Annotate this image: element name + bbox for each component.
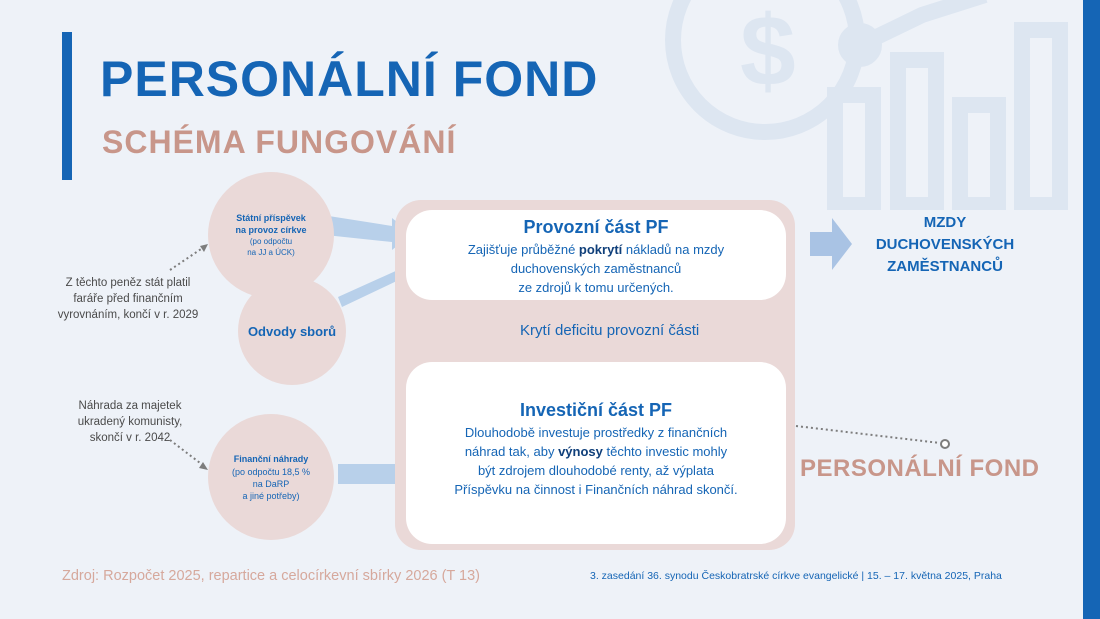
fund-label-pointer-dot xyxy=(941,440,949,448)
mzdy-line2: DUCHOVENSKÝCH xyxy=(875,236,1015,253)
investicni-line1: Dlouhodobě investuje prostředky z finančních xyxy=(464,425,728,440)
investicni-line3: být zdrojem dlouhodobé renty, až výplata xyxy=(477,463,715,478)
investicni-title: Investiční část PF xyxy=(519,400,673,420)
output-mzdy-label xyxy=(850,212,1040,278)
state-note-line1: (po odpočtu xyxy=(249,237,293,246)
nahrady-note-line2: na DaRP xyxy=(252,478,290,489)
note-state-line3: vyrovnáním, končí v r. 2029 xyxy=(57,309,199,321)
kryti-deficitu-label: Krytí deficitu provozní části xyxy=(520,322,700,339)
provozni-line1: Zajišťuje průběžné pokrytí nákladů na mzdy xyxy=(467,242,725,257)
note-nahrady-line2: ukradený komunisty, xyxy=(77,416,183,428)
page-subtitle: SCHÉMA FUNGOVÁNÍ xyxy=(102,124,457,160)
investicni-bold-word: výnosy xyxy=(558,444,603,459)
state-title-line2: na provoz církve xyxy=(235,225,307,235)
dotted-fund-label xyxy=(796,426,940,443)
note-state-contribution xyxy=(40,275,216,323)
provozni-line3: ze zdrojů k tomu určených. xyxy=(518,280,674,295)
investicni-line4: Příspěvku na činnost i Finančních náhrad skončí. xyxy=(454,482,738,497)
source-state-contribution xyxy=(208,172,334,298)
nahrady-title: Finanční náhrady xyxy=(233,453,309,464)
source-citation: Zdroj: Rozpočet 2025, repartice a celocírkevní sbírky 2026 (T 13) xyxy=(62,568,481,584)
provozni-title: Provozní část PF xyxy=(523,217,669,237)
note-nahrady-line3: skončí v r. 2042 xyxy=(89,432,171,444)
investicni-line2: náhrad tak, aby výnosy těchto investic mohly xyxy=(464,444,728,459)
provozni-line2: duchovenských zaměstnanců xyxy=(510,261,682,276)
svg-text:$: $ xyxy=(740,0,796,107)
note-state-line2: faráře před finančním xyxy=(73,293,183,305)
investicni-part-box xyxy=(406,362,786,544)
dotted-state-note xyxy=(170,247,204,270)
nahrady-note-line3: a jiné potřeby) xyxy=(242,490,300,501)
note-nahrady-line1: Náhrada za majetek xyxy=(78,400,182,412)
provozni-part-box xyxy=(406,210,786,300)
provozni-bold-word: pokrytí xyxy=(578,242,623,257)
note-state-line1: Z těchto peněz stát platil xyxy=(65,277,191,289)
arrow-to-mzdy xyxy=(810,218,852,270)
source-financni-nahrady xyxy=(208,414,334,540)
mzdy-line1: MZDY xyxy=(923,214,967,231)
personal-fund-label: PERSONÁLNÍ FOND xyxy=(800,455,1040,482)
odvody-title: Odvody sborů xyxy=(247,323,337,339)
state-title-line1: Státní příspěvek xyxy=(236,213,306,223)
event-footer: 3. zasedání 36. synodu Českobratrské církve evangelické | 15. – 17. května 2025, Praha xyxy=(590,570,1002,582)
nahrady-note-line1: (po odpočtu 18,5 % xyxy=(231,466,311,477)
note-nahrady xyxy=(60,398,200,446)
mzdy-line3: ZAMĚSTNANCŮ xyxy=(887,258,1003,275)
state-note-line2: na JJ a ÚCK) xyxy=(247,248,295,257)
dotted-state-arrowhead xyxy=(200,244,208,252)
page-title: PERSONÁLNÍ FOND xyxy=(100,51,599,107)
dotted-nahrady-arrowhead xyxy=(199,462,208,470)
source-odvody xyxy=(238,277,346,385)
